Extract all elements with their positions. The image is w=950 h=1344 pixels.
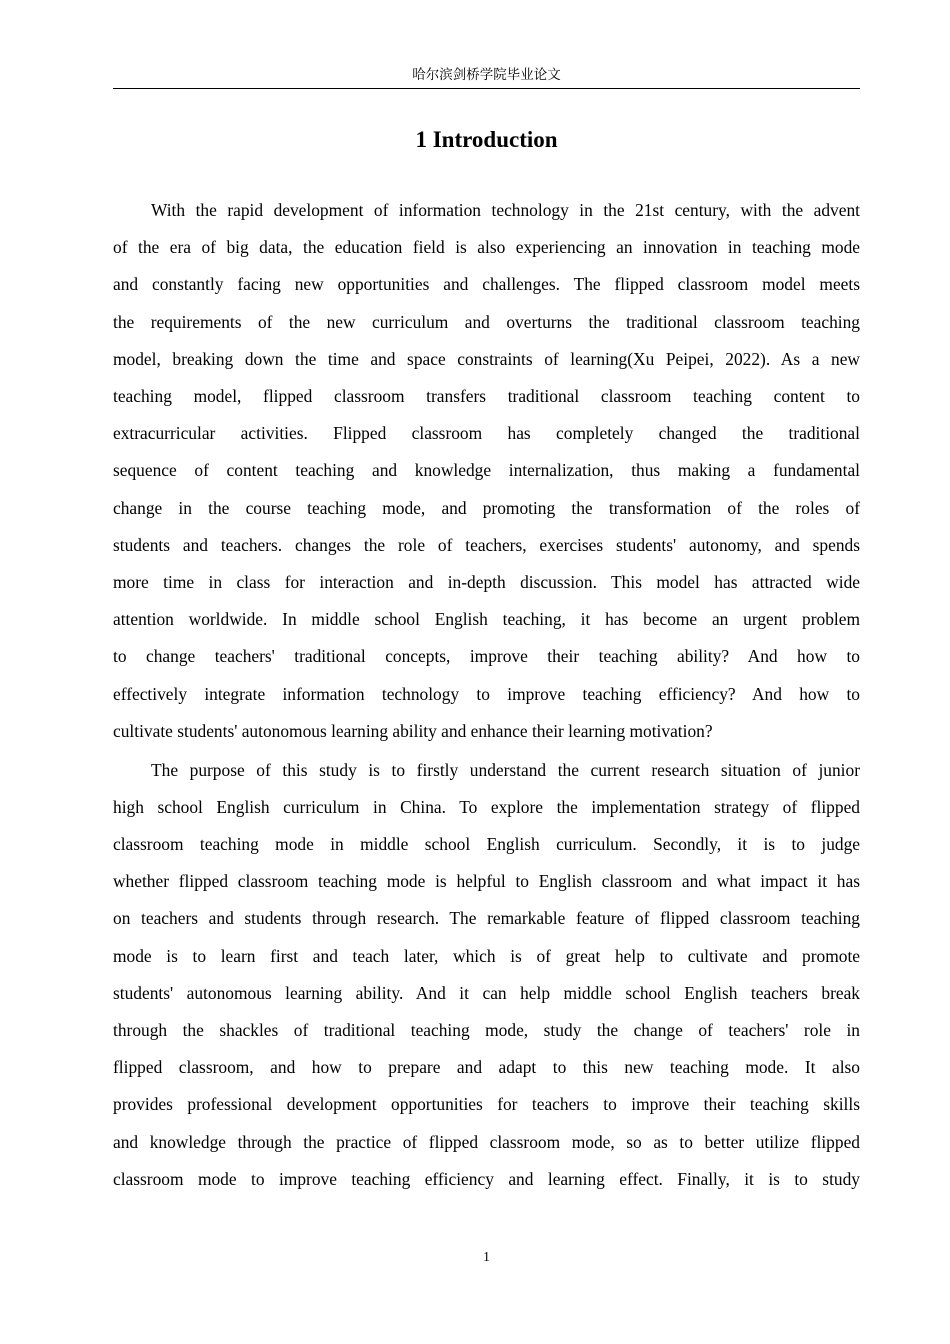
text-line: more time in class for interaction and in-depth discussion. This model has attracted wide bbox=[113, 572, 860, 593]
text-line: The purpose of this study is to firstly understand the current research situation of junior bbox=[151, 759, 860, 780]
text-line: classroom mode to improve teaching efficiency and learning effect. Finally, it is to study bbox=[113, 1168, 860, 1189]
text-line: flipped classroom, and how to prepare and adapt to this new teaching mode. It also bbox=[113, 1057, 860, 1078]
text-line: provides professional development opportunities for teachers to improve their teaching skills bbox=[113, 1094, 860, 1115]
page-header bbox=[113, 64, 860, 89]
text-line: mode is to learn first and teach later, which is of great help to cultivate and promote bbox=[113, 945, 860, 966]
chapter-title: 1 Introduction bbox=[415, 127, 558, 152]
text-line: sequence of content teaching and knowledge internalization, thus making a fundamental bbox=[113, 460, 860, 481]
text-line: cultivate students' autonomous learning ability and enhance their learning motivation? bbox=[113, 720, 713, 741]
text-line: high school English curriculum in China. To explore the implementation strategy of flipped bbox=[113, 796, 860, 817]
body-text bbox=[113, 192, 860, 1198]
text-line: classroom teaching mode in middle school English curriculum. Secondly, it is to judge bbox=[113, 833, 860, 854]
header-text: 哈尔滨剑桥学院毕业论文 bbox=[412, 67, 561, 83]
text-line: and constantly facing new opportunities and challenges. The flipped classroom model meets bbox=[113, 274, 860, 295]
text-line: and knowledge through the practice of flipped classroom mode, so as to better utilize flipped bbox=[113, 1131, 860, 1152]
text-line: change in the course teaching mode, and promoting the transformation of the roles of bbox=[113, 497, 860, 518]
text-line: on teachers and students through research. The remarkable feature of flipped classroom teaching bbox=[113, 908, 860, 929]
paragraph-1 bbox=[113, 192, 860, 750]
text-line: effectively integrate information technology to improve teaching efficiency? And how to bbox=[113, 683, 860, 704]
text-line: of the era of big data, the education field is also experiencing an innovation in teaching mode bbox=[113, 237, 860, 258]
text-line: whether flipped classroom teaching mode is helpful to English classroom and what impact it has bbox=[113, 871, 860, 892]
text-line: teaching model, flipped classroom transfers traditional classroom teaching content to bbox=[113, 386, 860, 407]
text-line: attention worldwide. In middle school English teaching, it has become an urgent problem bbox=[113, 609, 860, 630]
text-line: students' autonomous learning ability. And it can help middle school English teachers break bbox=[113, 982, 860, 1003]
text-line: to change teachers' traditional concepts, improve their teaching ability? And how to bbox=[113, 646, 860, 667]
text-line: through the shackles of traditional teaching mode, study the change of teachers' role in bbox=[113, 1019, 860, 1040]
text-line: With the rapid development of information technology in the 21st century, with the advent bbox=[151, 200, 860, 220]
text-line: extracurricular activities. Flipped classroom has completely changed the traditional bbox=[113, 423, 860, 444]
text-line: the requirements of the new curriculum and overturns the traditional classroom teaching bbox=[113, 311, 860, 332]
text-line: model, breaking down the time and space constraints of learning(Xu Peipei, 2022). As a new bbox=[113, 348, 860, 369]
text-line: students and teachers. changes the role of teachers, exercises students' autonomy, and spends bbox=[113, 534, 860, 555]
paragraph-2 bbox=[113, 752, 860, 1198]
page-number: 1 bbox=[483, 1249, 490, 1264]
